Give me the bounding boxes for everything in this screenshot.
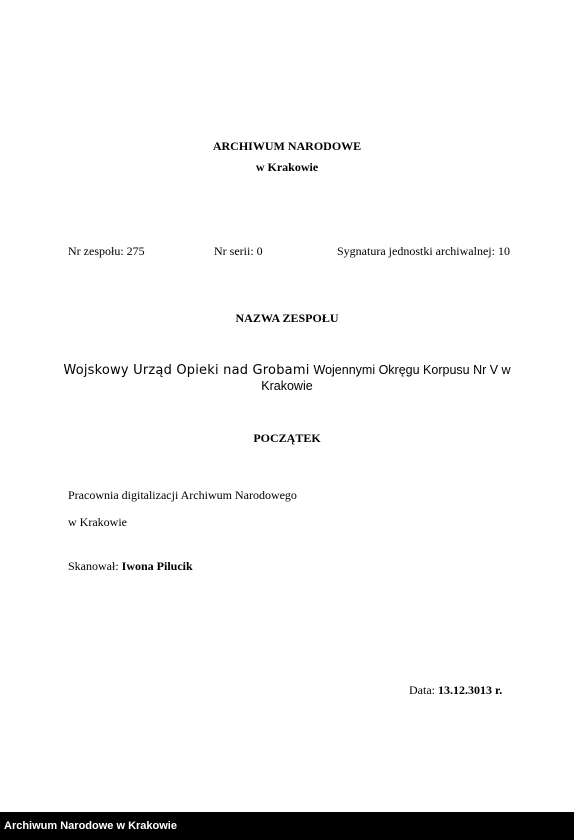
institution-city: w Krakowie xyxy=(255,160,319,174)
fonds-name-part2: Wojennymi Okręgu Korpusu Nr V w Krakowie xyxy=(261,363,511,393)
digitization-line2: w Krakowie xyxy=(68,515,127,529)
scanned-name: Iwona Pilucik xyxy=(121,559,193,573)
unit-signature: Sygnatura jednostki archiwalnej: 10 xyxy=(337,244,510,258)
date-label: Data: xyxy=(409,683,435,697)
scanned-label: Skanował: xyxy=(68,559,119,573)
series-number: Nr serii: 0 xyxy=(214,244,263,258)
fonds-name xyxy=(60,362,514,394)
fonds-number: Nr zespołu: 275 xyxy=(68,244,145,258)
fonds-name-part1: Wojskowy Urząd Opieki nad Grobami xyxy=(63,363,310,378)
footer-text: Archiwum Narodowe w Krakowie xyxy=(4,820,177,832)
scanned-by-line xyxy=(68,559,193,574)
start-heading: POCZĄTEK xyxy=(253,431,321,445)
institution-title: ARCHIWUM NARODOWE xyxy=(212,139,362,153)
fonds-heading: NAZWA ZESPOŁU xyxy=(235,311,339,325)
date-line xyxy=(409,683,502,698)
digitization-line1: Pracownia digitalizacji Archiwum Narodowego xyxy=(68,488,297,502)
date-value: 13.12.3013 r. xyxy=(438,683,503,697)
footer-bar xyxy=(0,812,574,840)
